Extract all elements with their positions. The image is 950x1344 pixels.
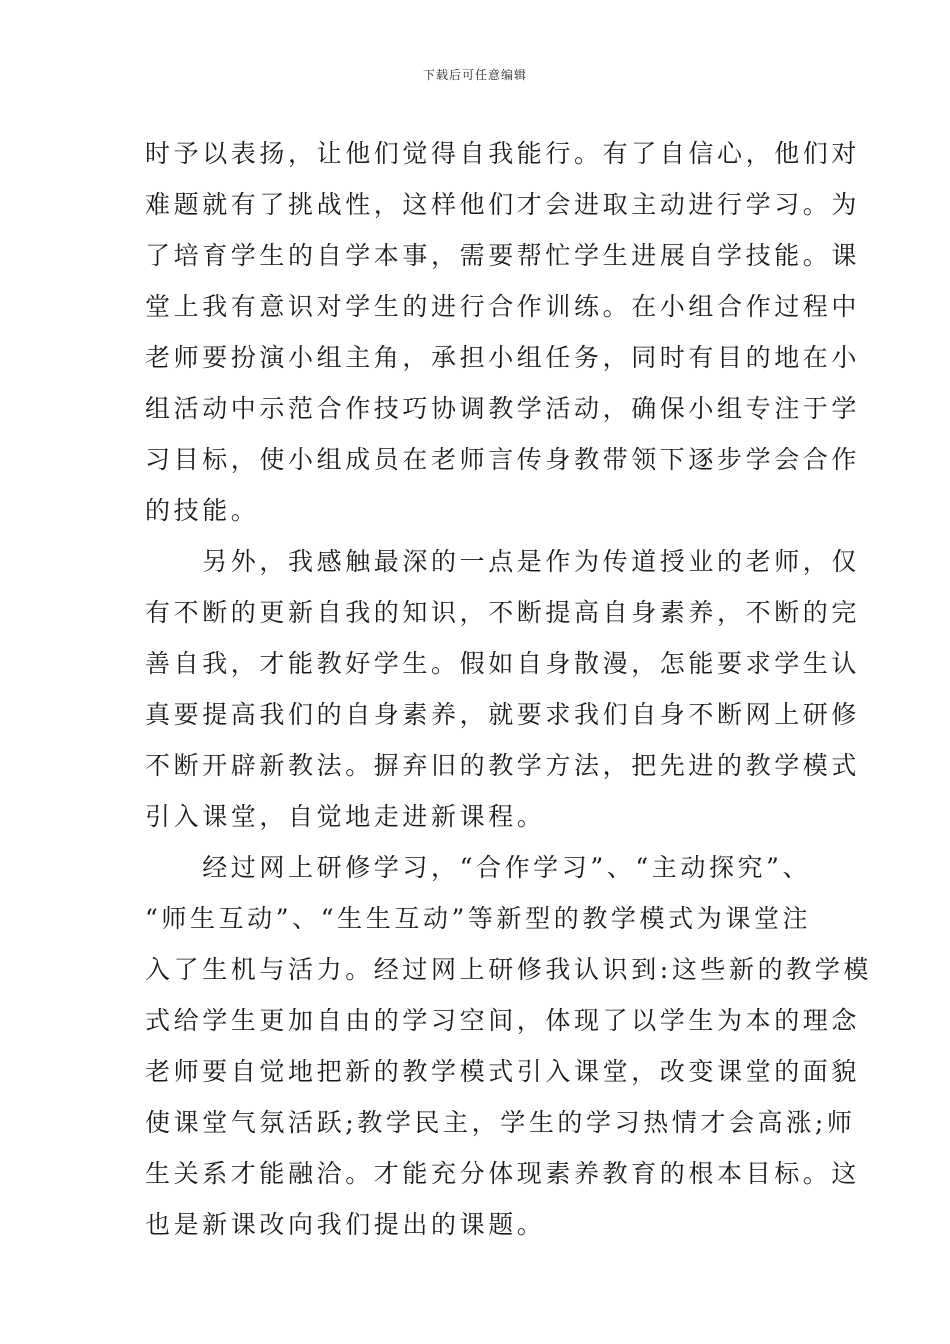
text-line: 老师要自觉地把新的教学模式引入课堂，改变课堂的面貌 — [145, 1057, 861, 1086]
text-line: 使课堂气氛活跃;教学民主，学生的学习热情才会高涨;师 — [145, 1108, 856, 1137]
text-line: “师生互动”、“生生互动”等新型的教学模式为课堂注 — [145, 904, 812, 933]
text-line: 堂上我有意识对学生的进行合作训练。在小组合作过程中 — [145, 292, 861, 321]
text-line: 引入课堂，自觉地走进新课程。 — [145, 802, 546, 831]
text-line: 习目标，使小组成员在老师言传身教带领下逐步学会合作 — [145, 445, 861, 474]
paragraph-1 — [145, 128, 861, 536]
text-line: 难题就有了挑战性，这样他们才会进取主动进行学习。为 — [145, 190, 861, 219]
text-line: 另外，我感触最深的一点是作为传道授业的老师，仅 — [145, 547, 861, 576]
text-line: 有不断的更新自我的知识，不断提高自身素养，不断的完 — [145, 598, 861, 627]
text-line: 也是新课改向我们提出的课题。 — [145, 1210, 546, 1239]
paragraph-2 — [145, 536, 861, 842]
text-line: 真要提高我们的自身素养，就要求我们自身不断网上研修 — [145, 700, 861, 729]
text-line: 不断开辟新教法。摒弃旧的教学方法，把先进的教学模式 — [145, 751, 861, 780]
text-line: 的技能。 — [145, 496, 260, 525]
text-line: 式给学生更加自由的学习空间，体现了以学生为本的理念 — [145, 1006, 861, 1035]
text-line: 经过网上研修学习，“合作学习”、“主动探究”、 — [145, 853, 812, 882]
text-line: 了培育学生的自学本事，需要帮忙学生进展自学技能。课 — [145, 241, 861, 270]
header-note: 下载后可任意编辑 — [422, 68, 527, 82]
paragraph-3 — [145, 842, 873, 1250]
text-line: 时予以表扬，让他们觉得自我能行。有了自信心，他们对 — [145, 139, 861, 168]
text-line: 老师要扮演小组主角，承担小组任务，同时有目的地在小 — [145, 343, 861, 372]
text-line: 组活动中示范合作技巧协调教学活动，确保小组专注于学 — [145, 394, 861, 423]
text-line: 善自我，才能教好学生。假如自身散漫，怎能要求学生认 — [145, 649, 861, 678]
text-line: 生关系才能融洽。才能充分体现素养教育的根本目标。这 — [145, 1159, 861, 1188]
body-text — [145, 128, 873, 1250]
text-line: 入了生机与活力。经过网上研修我认识到:这些新的教学模 — [145, 955, 873, 984]
